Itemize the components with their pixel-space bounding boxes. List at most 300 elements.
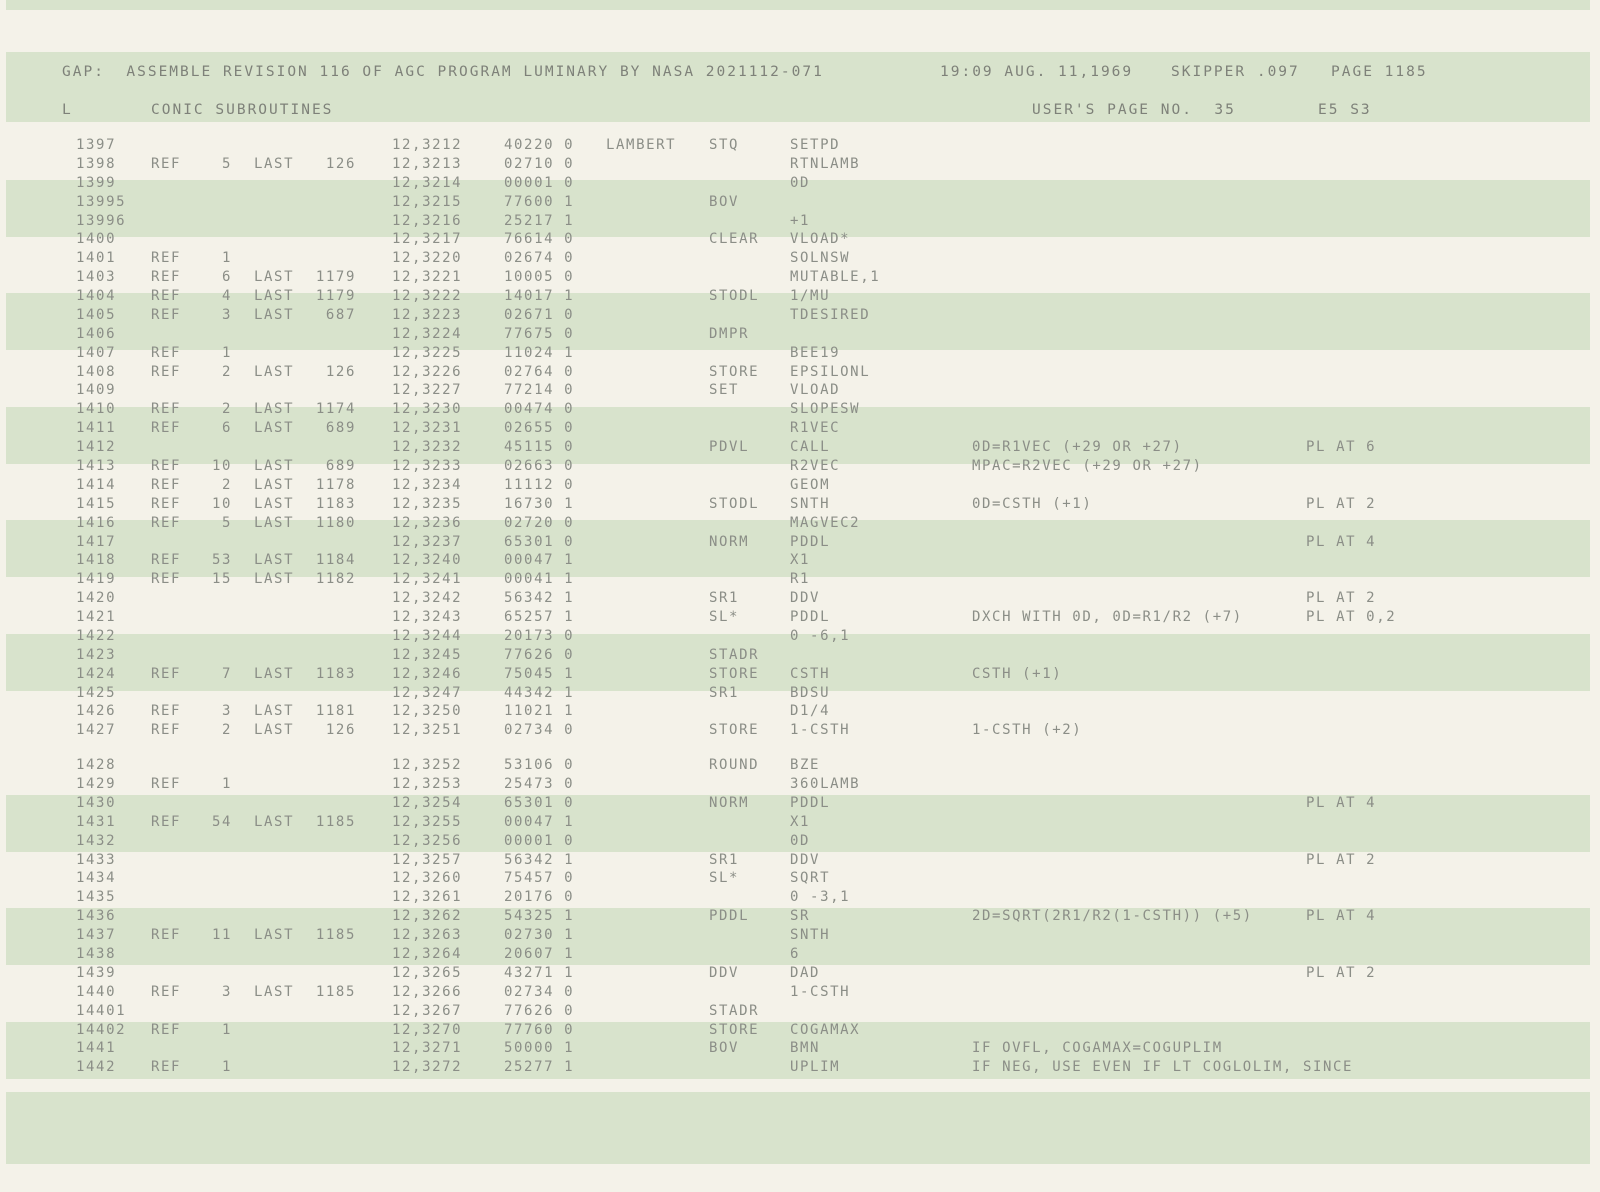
octal-word: 76614 0 (504, 231, 575, 248)
operand: 1/MU (790, 288, 831, 304)
opcode: CLEAR (709, 231, 760, 248)
listing-row (0, 551, 1600, 570)
opcode: SL* (709, 609, 740, 625)
operand: X1 (790, 552, 811, 569)
listing-row (0, 136, 1600, 155)
last-tag: LAST (254, 665, 295, 682)
ref-tag: REF (151, 155, 182, 172)
address: 12,3242 (392, 590, 463, 607)
listing-row (0, 721, 1600, 740)
octal-word: 00041 1 (504, 571, 575, 588)
ref-count: 1 (221, 1021, 232, 1038)
ref-tag: REF (151, 288, 182, 304)
opcode: STORE (709, 1021, 760, 1038)
listing-row (0, 230, 1600, 249)
last-tag: LAST (254, 927, 295, 944)
address: 12,3225 (392, 344, 463, 361)
ref-tag: REF (151, 306, 182, 323)
ref-count: 6 (221, 420, 232, 437)
listing-row (0, 174, 1600, 193)
ref-tag: REF (151, 344, 182, 361)
pushlist-note: PL AT 2 (1306, 495, 1377, 512)
octal-word: 02674 0 (504, 250, 575, 267)
listing-row (0, 869, 1600, 888)
header-user: SKIPPER .097 (1171, 64, 1300, 80)
last-tag: LAST (254, 983, 295, 1000)
address: 12,3257 (392, 851, 463, 868)
octal-word: 00474 0 (504, 401, 575, 418)
octal-word: 02720 0 (504, 514, 575, 531)
listing-row (0, 533, 1600, 552)
address: 12,3244 (392, 627, 463, 644)
operand: CSTH (790, 665, 831, 682)
octal-word: 77600 1 (504, 193, 575, 210)
octal-word: 65301 0 (504, 533, 575, 550)
opcode: SR1 (709, 851, 740, 868)
octal-word: 53106 0 (504, 757, 575, 774)
address: 12,3234 (392, 476, 463, 493)
comment: DXCH WITH 0D, 0D=R1/R2 (+7) (972, 609, 1243, 625)
listing-row (0, 832, 1600, 851)
listing-row (0, 400, 1600, 419)
line-number: 1416 (76, 514, 117, 531)
pushlist-note: PL AT 4 (1306, 908, 1377, 925)
line-number: 1423 (76, 646, 117, 663)
octal-word: 56342 1 (504, 590, 575, 607)
ref-count: 2 (221, 363, 232, 380)
ref-tag: REF (151, 420, 182, 437)
ref-count: 5 (221, 514, 232, 531)
pushlist-note: PL AT 2 (1306, 590, 1377, 607)
pushlist-note: PL AT 6 (1306, 439, 1377, 456)
address: 12,3256 (392, 832, 463, 849)
address: 12,3252 (392, 757, 463, 774)
ref-tag: REF (151, 458, 182, 474)
ref-tag: REF (151, 476, 182, 493)
octal-word: 11024 1 (504, 344, 575, 361)
operand: 6 (790, 946, 801, 962)
ref-tag: REF (151, 250, 182, 267)
operand: MUTABLE,1 (790, 269, 881, 286)
address: 12,3271 (392, 1040, 463, 1057)
line-number: 1397 (76, 137, 117, 153)
line-number: 1417 (76, 533, 117, 550)
pushlist-note: PL AT 2 (1306, 964, 1377, 981)
address: 12,3255 (392, 813, 463, 830)
last-tag: LAST (254, 703, 295, 720)
line-number: 1439 (76, 964, 117, 981)
opcode: STQ (709, 137, 740, 153)
operand: UPLIM (790, 1059, 841, 1076)
users-page-number: USER'S PAGE NO. 35 (1032, 102, 1236, 118)
line-number: 1419 (76, 571, 117, 588)
listing-row (0, 1058, 1600, 1077)
last-tag: LAST (254, 420, 295, 437)
line-number: 1413 (76, 458, 117, 474)
operand: 0D (790, 832, 811, 849)
opcode: BOV (709, 193, 740, 210)
octal-word: 20176 0 (504, 889, 575, 906)
operand: BZE (790, 757, 821, 774)
line-number: 1398 (76, 155, 117, 172)
ref-count: 6 (221, 269, 232, 286)
last-page: 126 (325, 363, 356, 380)
ref-tag: REF (151, 363, 182, 380)
address: 12,3267 (392, 1002, 463, 1019)
last-tag: LAST (254, 514, 295, 531)
line-number: 1407 (76, 344, 117, 361)
line-number: 1404 (76, 288, 117, 304)
pushlist-note: PL AT 0,2 (1306, 609, 1397, 625)
octal-word: 56342 1 (504, 851, 575, 868)
last-page: 126 (325, 155, 356, 172)
line-number: 1414 (76, 476, 117, 493)
last-tag: LAST (254, 269, 295, 286)
operand: EPSILONL (790, 363, 871, 380)
operand: SLOPESW (790, 401, 861, 418)
operand: SNTH (790, 495, 831, 512)
address: 12,3222 (392, 288, 463, 304)
listing-row (0, 589, 1600, 608)
operand: 0 -6,1 (790, 627, 851, 644)
listing-row (0, 794, 1600, 813)
address: 12,3232 (392, 439, 463, 456)
line-number: 14402 (76, 1021, 127, 1038)
line-number: 1442 (76, 1059, 117, 1076)
listing-row (0, 495, 1600, 514)
line-number: 1425 (76, 684, 117, 701)
last-tag: LAST (254, 813, 295, 830)
octal-word: 50000 1 (504, 1040, 575, 1057)
listing-row (0, 325, 1600, 344)
line-number: 1437 (76, 927, 117, 944)
listing-row (0, 438, 1600, 457)
listing-row (0, 702, 1600, 721)
operand: X1 (790, 813, 811, 830)
octal-word: 00001 0 (504, 174, 575, 191)
operand: PDDL (790, 533, 831, 550)
last-page: 1184 (315, 552, 356, 569)
last-page: 1180 (315, 514, 356, 531)
octal-word: 11112 0 (504, 476, 575, 493)
ref-count: 10 (211, 458, 232, 474)
opcode: SL* (709, 870, 740, 887)
octal-word: 02671 0 (504, 306, 575, 323)
operand: 0 -3,1 (790, 889, 851, 906)
ref-tag: REF (151, 983, 182, 1000)
octal-word: 02734 0 (504, 983, 575, 1000)
operand: GEOM (790, 476, 831, 493)
address: 12,3251 (392, 722, 463, 739)
top-band (6, 0, 1590, 10)
address: 12,3263 (392, 927, 463, 944)
operand: SNTH (790, 927, 831, 944)
octal-word: 43271 1 (504, 964, 575, 981)
listing-row (0, 775, 1600, 794)
octal-word: 20173 0 (504, 627, 575, 644)
ref-count: 5 (221, 155, 232, 172)
line-number: 1406 (76, 325, 117, 342)
last-tag: LAST (254, 363, 295, 380)
operand: DDV (790, 590, 821, 607)
line-number: 1400 (76, 231, 117, 248)
octal-word: 75045 1 (504, 665, 575, 682)
last-page: 1182 (315, 571, 356, 588)
line-number: 1428 (76, 757, 117, 774)
octal-word: 20607 1 (504, 946, 575, 962)
octal-word: 11021 1 (504, 703, 575, 720)
ref-count: 3 (221, 306, 232, 323)
listing-row (0, 476, 1600, 495)
line-number: 1430 (76, 794, 117, 811)
address: 12,3245 (392, 646, 463, 663)
line-number: 1431 (76, 813, 117, 830)
address: 12,3223 (392, 306, 463, 323)
listing-row (0, 306, 1600, 325)
operand: 1-CSTH (790, 983, 851, 1000)
listing-row (0, 888, 1600, 907)
operand: TDESIRED (790, 306, 871, 323)
line-number: 1412 (76, 439, 117, 456)
comment: CSTH (+1) (972, 665, 1063, 682)
last-tag: LAST (254, 288, 295, 304)
operand: SQRT (790, 870, 831, 887)
octal-word: 02764 0 (504, 363, 575, 380)
octal-word: 00047 1 (504, 813, 575, 830)
ref-tag: REF (151, 571, 182, 588)
comment: 0D=R1VEC (+29 OR +27) (972, 439, 1183, 456)
opcode: STORE (709, 665, 760, 682)
ref-count: 4 (221, 288, 232, 304)
line-number: 1405 (76, 306, 117, 323)
listing-row (0, 514, 1600, 533)
octal-word: 65257 1 (504, 609, 575, 625)
address: 12,3224 (392, 325, 463, 342)
address: 12,3236 (392, 514, 463, 531)
ref-tag: REF (151, 927, 182, 944)
address: 12,3221 (392, 269, 463, 286)
line-number: 1415 (76, 495, 117, 512)
listing-row (0, 665, 1600, 684)
listing-row (0, 851, 1600, 870)
operand: R2VEC (790, 458, 841, 474)
operand: R1 (790, 571, 811, 588)
operand: 360LAMB (790, 776, 861, 792)
comment: IF OVFL, COGAMAX=COGUPLIM (972, 1040, 1223, 1057)
operand: D1/4 (790, 703, 831, 720)
address: 12,3214 (392, 174, 463, 191)
line-number: 1424 (76, 665, 117, 682)
line-number: 1438 (76, 946, 117, 962)
octal-word: 10005 0 (504, 269, 575, 286)
operand: 1-CSTH (790, 722, 851, 739)
listing-row (0, 287, 1600, 306)
line-number: 1436 (76, 908, 117, 925)
opcode: SET (709, 382, 740, 399)
symbol-label: LAMBERT (606, 137, 677, 153)
octal-word: 65301 0 (504, 794, 575, 811)
ref-count: 15 (211, 571, 232, 588)
opcode: NORM (709, 794, 750, 811)
last-page: 687 (325, 306, 356, 323)
listing-row (0, 813, 1600, 832)
address: 12,3212 (392, 137, 463, 153)
comment: IF NEG, USE EVEN IF LT COGLOLIM, SINCE (972, 1059, 1354, 1076)
line-number: 1435 (76, 889, 117, 906)
opcode: STADR (709, 646, 760, 663)
listing-row (0, 1002, 1600, 1021)
octal-word: 14017 1 (504, 288, 575, 304)
address: 12,3240 (392, 552, 463, 569)
last-tag: LAST (254, 495, 295, 512)
comment: 2D=SQRT(2R1/R2(1-CSTH)) (+5) (972, 908, 1253, 925)
ref-count: 3 (221, 983, 232, 1000)
address: 12,3270 (392, 1021, 463, 1038)
ref-count: 1 (221, 250, 232, 267)
ref-count: 3 (221, 703, 232, 720)
listing-row (0, 457, 1600, 476)
opcode: STORE (709, 363, 760, 380)
line-number: 1401 (76, 250, 117, 267)
listing-row (0, 344, 1600, 363)
last-tag: LAST (254, 458, 295, 474)
line-number: 14401 (76, 1002, 127, 1019)
operand: R1VEC (790, 420, 841, 437)
last-tag: LAST (254, 306, 295, 323)
octal-word: 44342 1 (504, 684, 575, 701)
operand: 0D (790, 174, 811, 191)
header-title: GAP: ASSEMBLE REVISION 116 OF AGC PROGRAM LUMINARY BY NASA 2021112-071 (62, 64, 824, 80)
operand: VLOAD (790, 382, 841, 399)
last-page: 1179 (315, 288, 356, 304)
line-number: 1411 (76, 420, 117, 437)
operand: COGAMAX (790, 1021, 861, 1038)
operand: CALL (790, 439, 831, 456)
opcode: SR1 (709, 684, 740, 701)
last-tag: LAST (254, 155, 295, 172)
line-number: 1441 (76, 1040, 117, 1057)
opcode: BOV (709, 1040, 740, 1057)
line-number: 1403 (76, 269, 117, 286)
octal-word: 25473 0 (504, 776, 575, 792)
last-page: 689 (325, 458, 356, 474)
address: 12,3230 (392, 401, 463, 418)
last-tag: LAST (254, 401, 295, 418)
octal-word: 02734 0 (504, 722, 575, 739)
operand: VLOAD* (790, 231, 851, 248)
line-number: 1440 (76, 983, 117, 1000)
address: 12,3235 (392, 495, 463, 512)
ref-count: 1 (221, 1059, 232, 1076)
operand: MAGVEC2 (790, 514, 861, 531)
octal-word: 77626 0 (504, 1002, 575, 1019)
operand: SETPD (790, 137, 841, 153)
address: 12,3213 (392, 155, 463, 172)
ref-count: 1 (221, 776, 232, 792)
octal-word: 02655 0 (504, 420, 575, 437)
listing-row (0, 268, 1600, 287)
last-tag: LAST (254, 476, 295, 493)
octal-word: 75457 0 (504, 870, 575, 887)
listing-row (0, 1039, 1600, 1058)
opcode: ROUND (709, 757, 760, 774)
address: 12,3216 (392, 212, 463, 229)
ref-count: 2 (221, 476, 232, 493)
address: 12,3247 (392, 684, 463, 701)
line-number: 1429 (76, 776, 117, 792)
comment: MPAC=R2VEC (+29 OR +27) (972, 458, 1203, 474)
address: 12,3237 (392, 533, 463, 550)
octal-word: 02663 0 (504, 458, 575, 474)
line-number: 13995 (76, 193, 127, 210)
operand: BEE19 (790, 344, 841, 361)
last-page: 1183 (315, 665, 356, 682)
opcode: PDVL (709, 439, 750, 456)
address: 12,3254 (392, 794, 463, 811)
header-code: E5 S3 (1318, 102, 1372, 118)
line-number: 1434 (76, 870, 117, 887)
opcode: SR1 (709, 590, 740, 607)
operand: BMN (790, 1040, 821, 1057)
listing-row (0, 570, 1600, 589)
address: 12,3261 (392, 889, 463, 906)
listing-row (0, 608, 1600, 627)
listing-row (0, 945, 1600, 964)
operand: PDDL (790, 794, 831, 811)
octal-word: 45115 0 (504, 439, 575, 456)
last-page: 1174 (315, 401, 356, 418)
opcode: STADR (709, 1002, 760, 1019)
ref-tag: REF (151, 401, 182, 418)
operand: +1 (790, 212, 811, 229)
address: 12,3226 (392, 363, 463, 380)
line-number: 1409 (76, 382, 117, 399)
line-number: 1433 (76, 851, 117, 868)
listing-row (0, 155, 1600, 174)
line-number: 1421 (76, 609, 117, 625)
section-mark: L (62, 102, 73, 118)
last-tag: LAST (254, 722, 295, 739)
octal-word: 25277 1 (504, 1059, 575, 1076)
address: 12,3272 (392, 1059, 463, 1076)
last-page: 126 (325, 722, 356, 739)
operand: BDSU (790, 684, 831, 701)
ref-tag: REF (151, 722, 182, 739)
octal-word: 77760 0 (504, 1021, 575, 1038)
listing-row (0, 381, 1600, 400)
octal-word: 02710 0 (504, 155, 575, 172)
ref-tag: REF (151, 703, 182, 720)
address: 12,3246 (392, 665, 463, 682)
opcode: DMPR (709, 325, 750, 342)
listing-row (0, 926, 1600, 945)
ref-tag: REF (151, 269, 182, 286)
opcode: PDDL (709, 908, 750, 925)
ref-count: 2 (221, 722, 232, 739)
line-number: 1399 (76, 174, 117, 191)
header-timestamp: 19:09 AUG. 11,1969 (940, 64, 1134, 80)
line-number: 1426 (76, 703, 117, 720)
listing-row (0, 212, 1600, 231)
listing-row (0, 964, 1600, 983)
opcode: STORE (709, 722, 760, 739)
listing-row (0, 907, 1600, 926)
footer-band (6, 1092, 1590, 1164)
line-number: 13996 (76, 212, 127, 229)
opcode: STODL (709, 288, 760, 304)
octal-word: 00001 0 (504, 832, 575, 849)
address: 12,3220 (392, 250, 463, 267)
